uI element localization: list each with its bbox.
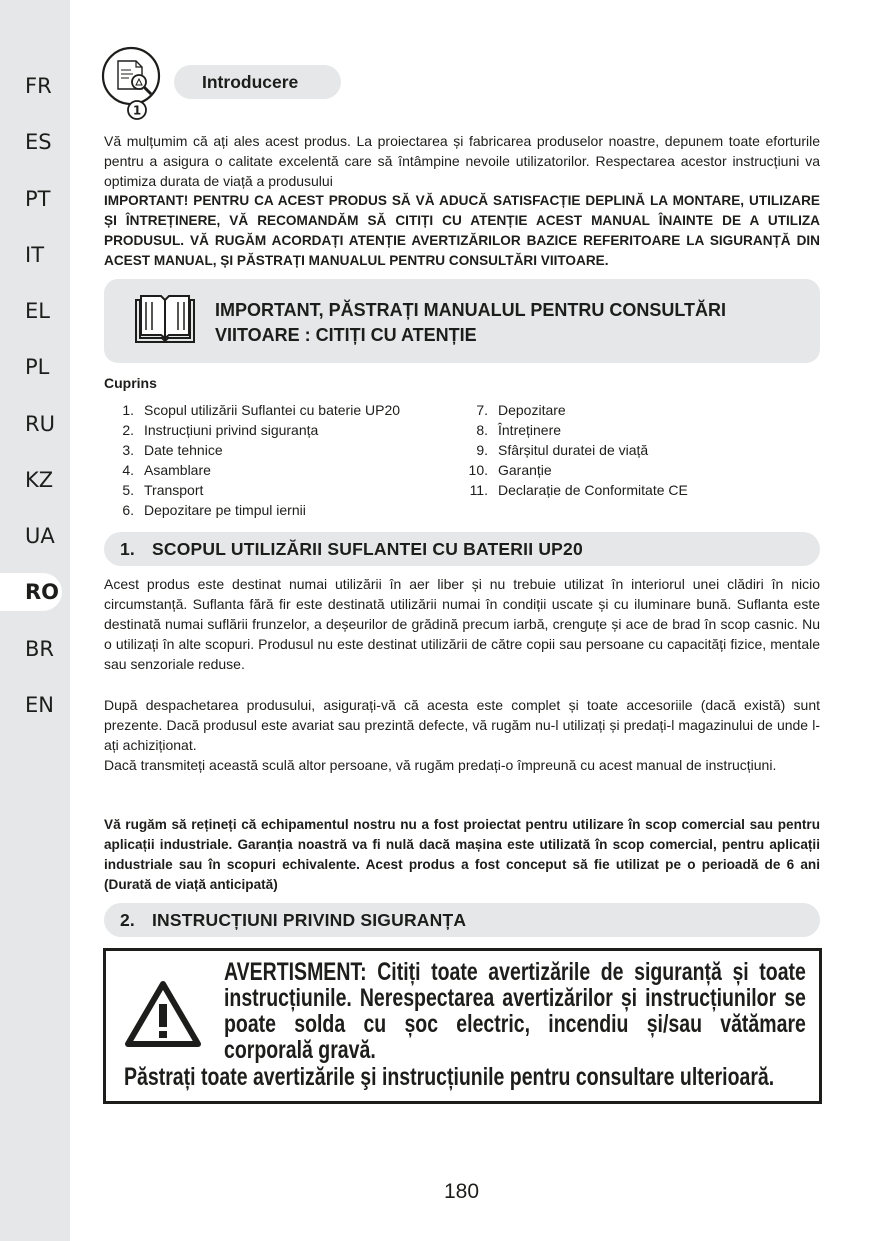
page-number: 180	[443, 1180, 480, 1203]
section-2-number: 2.	[120, 910, 135, 930]
lang-tab-en[interactable]: EN	[25, 693, 54, 717]
toc-left-column	[104, 400, 400, 520]
important-line-2: VIITOARE : CITIȚI CU ATENȚIE	[215, 325, 477, 345]
section-1-paragraph-1: Acest produs este destinat numai utilizării în aer liber și nu trebuie utilizat în interiorul unei clădiri în nicio circumstanță. Suflanta fără fir este destinată utilizării numai în condiții uscate și cu iluminare bună. Suflanta este destinată numai suflării frunzelor, a deșeurilor de grădină precum iarbă, crenguțe și ace de brad în scop casnic. Nu o utilizați în alte scopuri. Produsul nu este destinat utilizării de către copii sau persoane cu capacități fizice, mentale sau senzoriale reduse.	[104, 576, 820, 672]
toc-title: Cuprins	[104, 375, 157, 391]
intro-paragraph: Vă mulțumim că ați ales acest produs. La proiectarea și fabricarea produselor noastre, depunem toate eforturile pentru a asigura o calitate excelentă care să întâmpine nevoile utilizatorilor. Respectarea acestor instrucțiuni va optimiza durata de viață a produsului	[104, 133, 820, 189]
intro-important-paragraph: IMPORTANT! PENTRU CA ACEST PRODUS SĂ VĂ ADUCĂ SATISFACȚIE DEPLINĂ LA MONTARE, UTILIZARE ȘI ÎNTREȚINERE, VĂ RECOMANDĂM SĂ CITIȚI CU ATENȚIE ACEST MANUAL ÎNAINTE DE A UTILIZA PRODUSUL. VĂ RUGĂM ACORDAȚI ATENȚIE AVERTIZĂRILOR BAZICE REFERITOARE LA SIGURANȚĂ DIN ACEST MANUAL, ȘI PĂSTRAȚI MANUALUL PENTRU CONSULTĂRI VIITOARE.	[104, 193, 820, 268]
safety-warning-box	[103, 948, 822, 1104]
lang-tab-pt[interactable]: PT	[25, 187, 51, 211]
lang-tab-el[interactable]: EL	[25, 299, 50, 323]
warning-text: AVERTISMENT: Citiți toate avertizările de siguranță și toate instrucțiunile. Nerespectarea avertizărilor și instrucțiunilor se poate solda cu șoc electric, incendiu și/sau vătămare corporală gravă.	[224, 958, 806, 1064]
language-sidebar	[0, 0, 70, 1241]
section-1-paragraph-2: După despachetarea produsului, asigurați-vă că acesta este complet și toate accesoriile (dacă există) sunt prezente. Dacă produsul este avariat sau prezintă defecte, vă rugăm nu-l utilizați și predați-l magazinului de unde l-ați achiziționat.	[104, 697, 820, 753]
lang-tab-es[interactable]: ES	[25, 130, 52, 154]
toc-right-column	[458, 400, 688, 500]
toc-item[interactable]: 6. Depozitare pe timpul iernii	[122, 502, 306, 518]
lang-tab-ro[interactable]: RO	[0, 573, 62, 611]
section-1-paragraph-4: Vă rugăm să rețineți că echipamentul nostru nu a fost proiectat pentru utilizare în scop comercial sau pentru aplicații industriale. Garanția noastră va fi nulă dacă mașina este utilizată în scop comercial, pentru aplicații industriale sau în scopuri echivalente. Acest produs a fost conceput să fie utilizat pe o perioadă de 6 ani (Durată de viață anticipată)	[104, 817, 820, 892]
toc-item[interactable]: 9. Sfârșitul duratei de viață	[476, 442, 649, 458]
toc-item[interactable]: 3. Date tehnice	[122, 442, 223, 458]
important-notice-box	[104, 279, 820, 363]
lang-tab-br[interactable]: BR	[25, 637, 54, 661]
open-book-icon	[132, 292, 198, 344]
toc-item[interactable]: 5. Transport	[122, 482, 204, 498]
lang-tab-ru[interactable]: RU	[25, 412, 55, 436]
section-2-title: INSTRUCȚIUNI PRIVIND SIGURANȚA	[152, 910, 467, 930]
section-1-paragraph-3: Dacă transmiteți această sculă altor persoane, vă rugăm predați-o împreună cu acest manual de instrucțiuni.	[104, 757, 777, 773]
lang-tab-pl[interactable]: PL	[25, 355, 50, 379]
warning-keep-instructions: Păstrați toate avertizările şi instrucțiunile pentru consultare ulterioară.	[124, 1063, 775, 1091]
toc-item[interactable]: 1. Scopul utilizării Suflantei cu baterie UP20	[122, 402, 401, 418]
toc-item[interactable]: 4. Asamblare	[122, 462, 211, 478]
toc-item[interactable]: 2. Instrucțiuni privind siguranța	[122, 422, 319, 438]
section-1-number: 1.	[120, 539, 135, 559]
lang-tab-it[interactable]: IT	[25, 243, 45, 267]
section-2-heading	[104, 903, 820, 937]
toc-item[interactable]: 11. Declarație de Conformitate CE	[469, 482, 688, 498]
section-1-title: SCOPUL UTILIZĂRII SUFLANTEI CU BATERII UP20	[152, 539, 583, 559]
warning-triangle-icon	[124, 979, 202, 1049]
intro-title: Introducere	[174, 65, 341, 99]
section-1-heading	[104, 532, 820, 566]
intro-badge-number: 1	[132, 103, 142, 118]
toc-item[interactable]: 7. Depozitare	[476, 402, 566, 418]
toc-item[interactable]: 10. Garanție	[468, 462, 552, 478]
lang-tab-kz[interactable]: KZ	[25, 468, 54, 492]
document-inspect-icon	[101, 46, 161, 118]
important-line-1: IMPORTANT, PĂSTRAȚI MANUALUL PENTRU CONSULTĂRI	[215, 300, 726, 320]
lang-tab-ua[interactable]: UA	[25, 524, 55, 548]
toc-item[interactable]: 8. Întreținere	[476, 422, 562, 438]
lang-tab-fr[interactable]: FR	[25, 74, 52, 98]
